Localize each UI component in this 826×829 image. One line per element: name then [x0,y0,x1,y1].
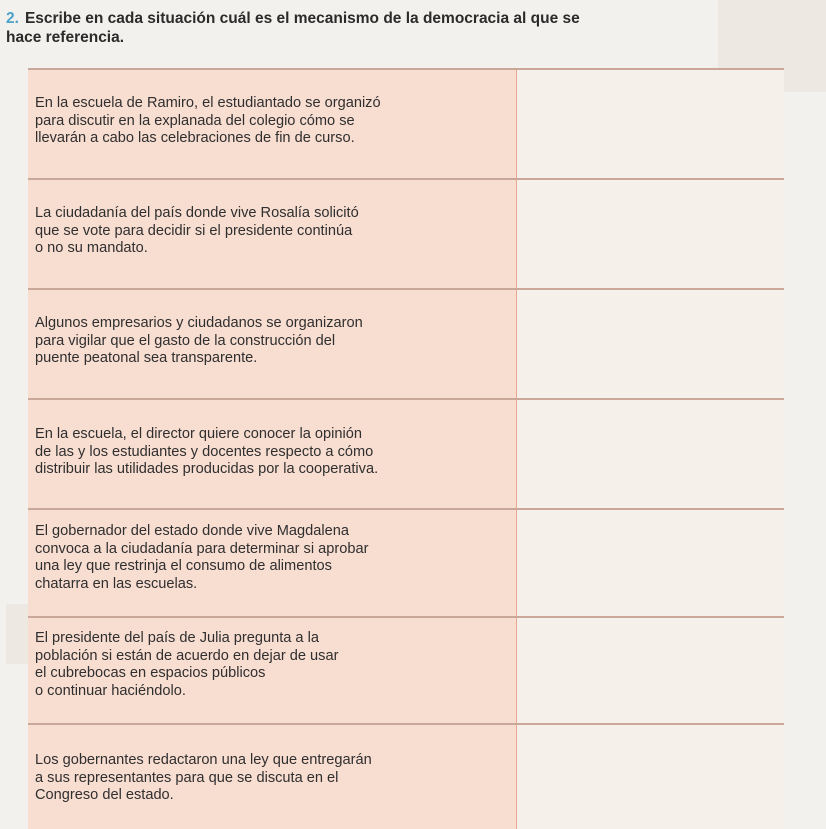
row-divider [28,288,784,290]
situation-text: En la escuela de Ramiro, el estudiantado se organizó para discutir en la explanada del colegio cómo se llevarán a cabo las celebraciones de fin de curso. [35,95,381,146]
row-divider [28,616,784,618]
situation-text: El presidente del país de Julia pregunta a la población si están de acuerdo en dejar de usar el cubrebocas en espacios públicos o continuar haciéndolo. [35,630,339,699]
exercise-instruction: Escribe en cada situación cuál es el mecanismo de la democracia al que se hace referencia. [6,10,580,46]
situation-text: Los gobernantes redactaron una ley que entregarán a sus representantes para que se discuta en el Congreso del estado. [35,752,372,803]
column-divider [516,68,517,829]
situation-text: La ciudadanía del país donde vive Rosalía solicitó que se vote para decidir si el presidente continúa o no su mandato. [35,205,359,256]
answer-field[interactable] [523,72,777,174]
answer-field[interactable] [523,512,777,612]
answer-field[interactable] [523,292,777,394]
row-divider [28,68,784,70]
exercise-heading [6,9,726,47]
row-divider [28,723,784,725]
answer-field[interactable] [523,620,777,719]
row-divider [28,508,784,510]
row-divider [28,398,784,400]
row-divider [28,178,784,180]
situations-table [28,68,784,829]
answer-field[interactable] [523,402,777,504]
situation-text: En la escuela, el director quiere conocer la opinión de las y los estudiantes y docentes respecto a cómo distribuir las utilidades producidas por la cooperativa. [35,426,379,477]
situation-text: Algunos empresarios y ciudadanos se organizaron para vigilar que el gasto de la construcción del puente peatonal sea transparente. [35,315,363,366]
situation-text: El gobernador del estado donde vive Magdalena convoca a la ciudadanía para determinar si aprobar una ley que restrinja el consumo de alimentos chatarra en las escuelas. [35,523,369,592]
answer-field[interactable] [523,727,777,825]
exercise-number: 2. [6,10,19,27]
answer-field[interactable] [523,182,777,284]
